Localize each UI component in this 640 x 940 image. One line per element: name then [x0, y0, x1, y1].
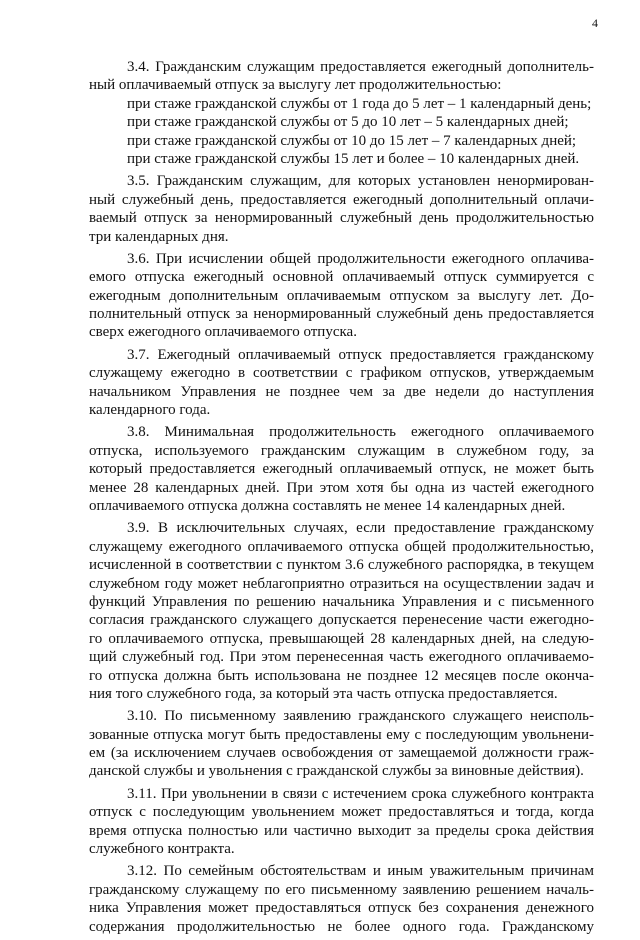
text-line: щий служебный год. При этом перенесенная часть ежегодного оплачиваемо-	[89, 649, 594, 666]
text-line: гражданскому служащему по его письменному заявлению решением началь-	[89, 881, 594, 898]
document-body	[89, 58, 594, 940]
text-line: ный оплачиваемый отпуск за выслугу лет продолжительностью:	[89, 77, 502, 94]
paragraph-3-8	[89, 423, 594, 515]
text-line: 3.4. Гражданским служащим предоставляется ежегодный дополнитель-	[127, 59, 594, 75]
text-line: го отпуска должна быть использована не позднее 12 месяцев после оконча-	[89, 667, 594, 684]
text-line: согласия гражданского служащего допускается перенесение части ежегодно-	[89, 612, 594, 629]
paragraph-3-11	[89, 785, 594, 859]
text-line: сверх ежегодного оплачиваемого отпуска.	[89, 324, 357, 341]
paragraph-3-10	[89, 707, 594, 781]
text-line: данской службы и увольнения с гражданской службы за виновные действия).	[89, 763, 584, 780]
text-line: отпуска, используемого гражданским служащим в служебном году, за	[89, 442, 594, 459]
text-line: ный служебный день, предоставляется ежегодный дополнительный оплачи-	[89, 191, 594, 208]
paragraph-3-7	[89, 346, 594, 420]
text-line: 3.12. По семейным обстоятельствам и иным уважительным причинам	[127, 863, 594, 880]
text-line: 3.7. Ежегодный оплачиваемый отпуск предоставляется гражданскому	[127, 346, 594, 363]
text-line: время отпуска полностью или частично выходит за пределы срока действия	[89, 822, 594, 839]
text-line: го оплачиваемого отпуска, превышающей 28 календарных дней, на следую-	[89, 630, 594, 647]
text-line: начальником Управления не позднее чем за две недели до наступления	[89, 383, 594, 400]
text-line: ежегодным дополнительным оплачиваемым отпуском за выслугу лет. До-	[89, 287, 594, 304]
text-line: служебного контракта.	[89, 841, 235, 858]
text-line: отпуск с последующим увольнением может предоставляться и тогда, когда	[89, 804, 594, 821]
paragraph-3-4	[89, 58, 594, 168]
text-line: оплачиваемого отпуска должна составлять не менее 14 календарных дней.	[89, 497, 566, 514]
text-line: 3.6. При исчислении общей продолжительности ежегодного оплачива-	[127, 250, 594, 267]
text-line: служащему ежегодно в соответствии с графиком отпусков, утверждаемым	[89, 365, 594, 382]
text-line: менее 28 календарных дней. При этом хотя бы одна из частей ежегодного	[89, 479, 594, 496]
text-line: который предоставляется ежегодный оплачиваемый отпуск, не может быть	[89, 461, 594, 478]
text-line: 3.5. Гражданским служащим, для которых установлен ненормирован-	[127, 173, 594, 190]
text-line: исчисленной в соответствии с пунктом 3.6 служебного распорядка, в текущем	[89, 557, 594, 574]
paragraph-3-9	[89, 519, 594, 703]
text-line: 3.10. По письменному заявлению гражданского служащего неисполь-	[127, 708, 594, 725]
text-line: полнительный отпуск за ненормированный служебный день предоставляется	[89, 306, 594, 323]
text-line: содержания продолжительностью не более одного года. Гражданскому	[89, 918, 594, 935]
text-line: служащему ежегодного оплачиваемого отпуска общей продолжительностью,	[89, 538, 594, 555]
text-line: 3.11. При увольнении в связи с истечением срока служебного контракта	[127, 785, 594, 802]
text-line: служебном году может неблагоприятно отразиться на осуществлении задач и	[89, 575, 594, 592]
text-line: при стаже гражданской службы от 10 до 15 лет – 7 календарных дней;	[127, 132, 577, 149]
text-line: три календарных дня.	[89, 228, 229, 245]
text-line: 3.8. Минимальная продолжительность ежегодного оплачиваемого	[127, 424, 594, 441]
page-number: 4	[592, 16, 598, 30]
text-line: ем (за исключением случаев освобождения от замещаемой должности граж-	[89, 745, 594, 762]
text-line: функций Управления по решению начальника Управления и с письменного	[89, 593, 594, 610]
paragraph-3-6	[89, 250, 594, 342]
text-line: при стаже гражданской службы от 5 до 10 лет – 5 календарных дней;	[127, 114, 569, 131]
text-line: при стаже гражданской службы от 1 года до 5 лет – 1 календарный день;	[127, 95, 592, 112]
text-line: при стаже гражданской службы 15 лет и более – 10 календарных дней.	[127, 150, 580, 167]
text-line: зованные отпуска могут быть предоставлены ему с последующим увольнени-	[89, 726, 594, 743]
paragraph-3-12	[89, 862, 594, 936]
paragraph-3-5	[89, 172, 594, 246]
text-line: ваемый отпуск за ненормированный служебный день продолжительностью	[89, 210, 594, 227]
text-line: емого отпуска ежегодный основной оплачиваемый отпуск суммируется с	[89, 269, 594, 286]
text-line: ника Управления может предоставляться отпуск без сохранения денежного	[89, 900, 594, 917]
text-line: календарного года.	[89, 402, 211, 419]
text-line: ния того служебного года, за который эта часть отпуска предоставляется.	[89, 685, 558, 702]
text-line: 3.9. В исключительных случаях, если предоставление гражданскому	[127, 520, 594, 537]
